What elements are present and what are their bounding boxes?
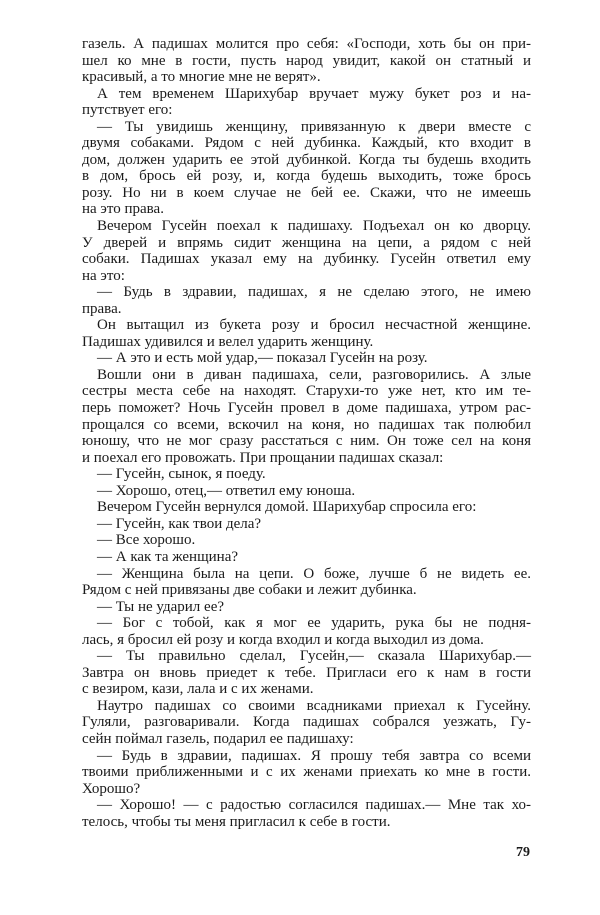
text-line: газель. А падишах молится про себя: «Господи, хоть бы он при- [82, 36, 531, 52]
text-line: Завтра он вновь приедет к тебе. Пригласи его к нам в гости [82, 664, 531, 681]
paragraph [82, 797, 531, 830]
text-line: Хорошо? [82, 780, 141, 797]
paragraph [82, 599, 531, 616]
text-line: твоими приближенными и с их женами приехать ко мне в гости. [82, 764, 531, 781]
paragraph [82, 532, 531, 549]
text-line: дом, должен ударить ее этой дубинкой. Когда ты будешь входить [82, 151, 531, 168]
paragraph [82, 698, 531, 748]
paragraph [82, 466, 531, 483]
paragraph [82, 119, 531, 218]
text-line: юношу, что не мог сразу расстаться с ним. Он тоже сел на коня [82, 433, 531, 450]
text-line: двумя собаками. Рядом с ней дубинка. Каждый, кто входит в [82, 135, 531, 152]
page-body-text [82, 36, 531, 830]
paragraph [82, 566, 531, 599]
paragraph [82, 317, 531, 350]
paragraph [82, 350, 531, 367]
paragraph [82, 367, 531, 466]
text-line: — А как та женщина? [97, 548, 239, 565]
text-line: — Гусейн, сынок, я поеду. [97, 466, 266, 483]
text-line: перь поможет? Ночь Гусейн провел в доме падишаха, утром рас- [82, 400, 531, 417]
text-line: — Ты увидишь женщину, привязанную к двери вместе с [97, 118, 531, 135]
text-line: путствует его: [82, 102, 173, 119]
paragraph [82, 284, 531, 317]
text-line: — Бог с тобой, как я мог ее ударить, рука бы не подня- [97, 615, 531, 632]
paragraph [82, 499, 531, 516]
text-line: — Хорошо! — с радостью согласился падишах.— Мне так хо- [97, 797, 531, 814]
text-line: Гуляли, разговаривали. Когда падишах собрался уезжать, Гу- [82, 714, 531, 731]
paragraph [82, 615, 531, 648]
text-line: — Женщина была на цепи. О боже, лучше б не видеть ее. [97, 565, 531, 582]
page-number: 79 [516, 845, 530, 860]
text-line: А тем временем Шарихубар вручает мужу букет роз и на- [97, 85, 531, 102]
text-line: — Ты не ударил ее? [97, 598, 225, 615]
paragraph [82, 549, 531, 566]
text-line: с везиром, кази, лала и с их женами. [82, 681, 314, 698]
paragraph [82, 516, 531, 533]
text-line: собаки. Падишах указал ему на дубинку. Гусейн ответил ему [82, 251, 531, 268]
paragraph [82, 748, 531, 798]
text-line: в дом, брось ей розу, и, когда будешь выходить, тоже брось [82, 168, 531, 185]
text-line: — Гусейн, как твои дела? [97, 515, 262, 532]
text-line: — Ты правильно сделал, Гусейн,— сказала Шарихубар.— [97, 648, 531, 665]
text-line: Рядом с ней привязаны две собаки и лежит дубинка. [82, 582, 417, 599]
text-line: — Хорошо, отец,— ответил ему юноша. [97, 482, 356, 499]
text-line: сестры места себе на находят. Старухи-то уже нет, кто им те- [82, 383, 531, 400]
text-line: — Все хорошо. [97, 532, 196, 549]
text-line: Вечером Гусейн вернулся домой. Шарихубар спросила его: [97, 499, 477, 516]
text-line: прощался со всеми, вскочил на коня, но падишах так полюбил [82, 416, 531, 433]
text-line: на это: [82, 267, 125, 284]
text-line: У дверей и впрямь сидит женщина на цепи, а рядом с ней [82, 234, 531, 251]
paragraph [82, 86, 531, 119]
text-line: на это права. [82, 201, 164, 218]
paragraph [82, 218, 531, 284]
text-line: шел ко мне в гости, пусть народ увидит, какой он статный и [82, 52, 531, 69]
text-line: Наутро падишах со своими всадниками приехал к Гусейну. [97, 697, 531, 714]
text-line: Падишах удивился и велел ударить женщину. [82, 333, 374, 350]
text-line: сейн поймал газель, подарил ее падишаху: [82, 730, 354, 747]
text-line: — Будь в здравии, падишах. Я прошу тебя завтра со всеми [97, 747, 531, 764]
text-line: и поехал его провожать. При прощании падишах сказал: [82, 449, 444, 466]
text-line: Он вытащил из букета розу и бросил несчастной женщине. [97, 317, 531, 334]
text-line: красивый, а то многие мне не верят». [82, 69, 321, 86]
text-line: права. [82, 300, 122, 317]
text-line: Вошли они в диван падишаха, сели, разговорились. А злые [97, 366, 531, 383]
paragraph [82, 483, 531, 500]
text-line: — А это и есть мой удар,— показал Гусейн на розу. [97, 350, 428, 367]
text-line: телось, чтобы ты меня пригласил к себе в гости. [82, 813, 391, 830]
text-line: лась, я бросил ей розу и когда входил и когда выходил из дома. [82, 631, 484, 648]
text-line: Вечером Гусейн поехал к падишаху. Подъехал он ко дворцу. [97, 218, 531, 235]
text-line: розу. Но ни в коем случае не бей ее. Скажи, что не имеешь [82, 184, 531, 201]
text-line: — Будь в здравии, падишах, я не сделаю этого, не имею [97, 284, 531, 301]
paragraph [82, 648, 531, 698]
paragraph [82, 36, 531, 86]
